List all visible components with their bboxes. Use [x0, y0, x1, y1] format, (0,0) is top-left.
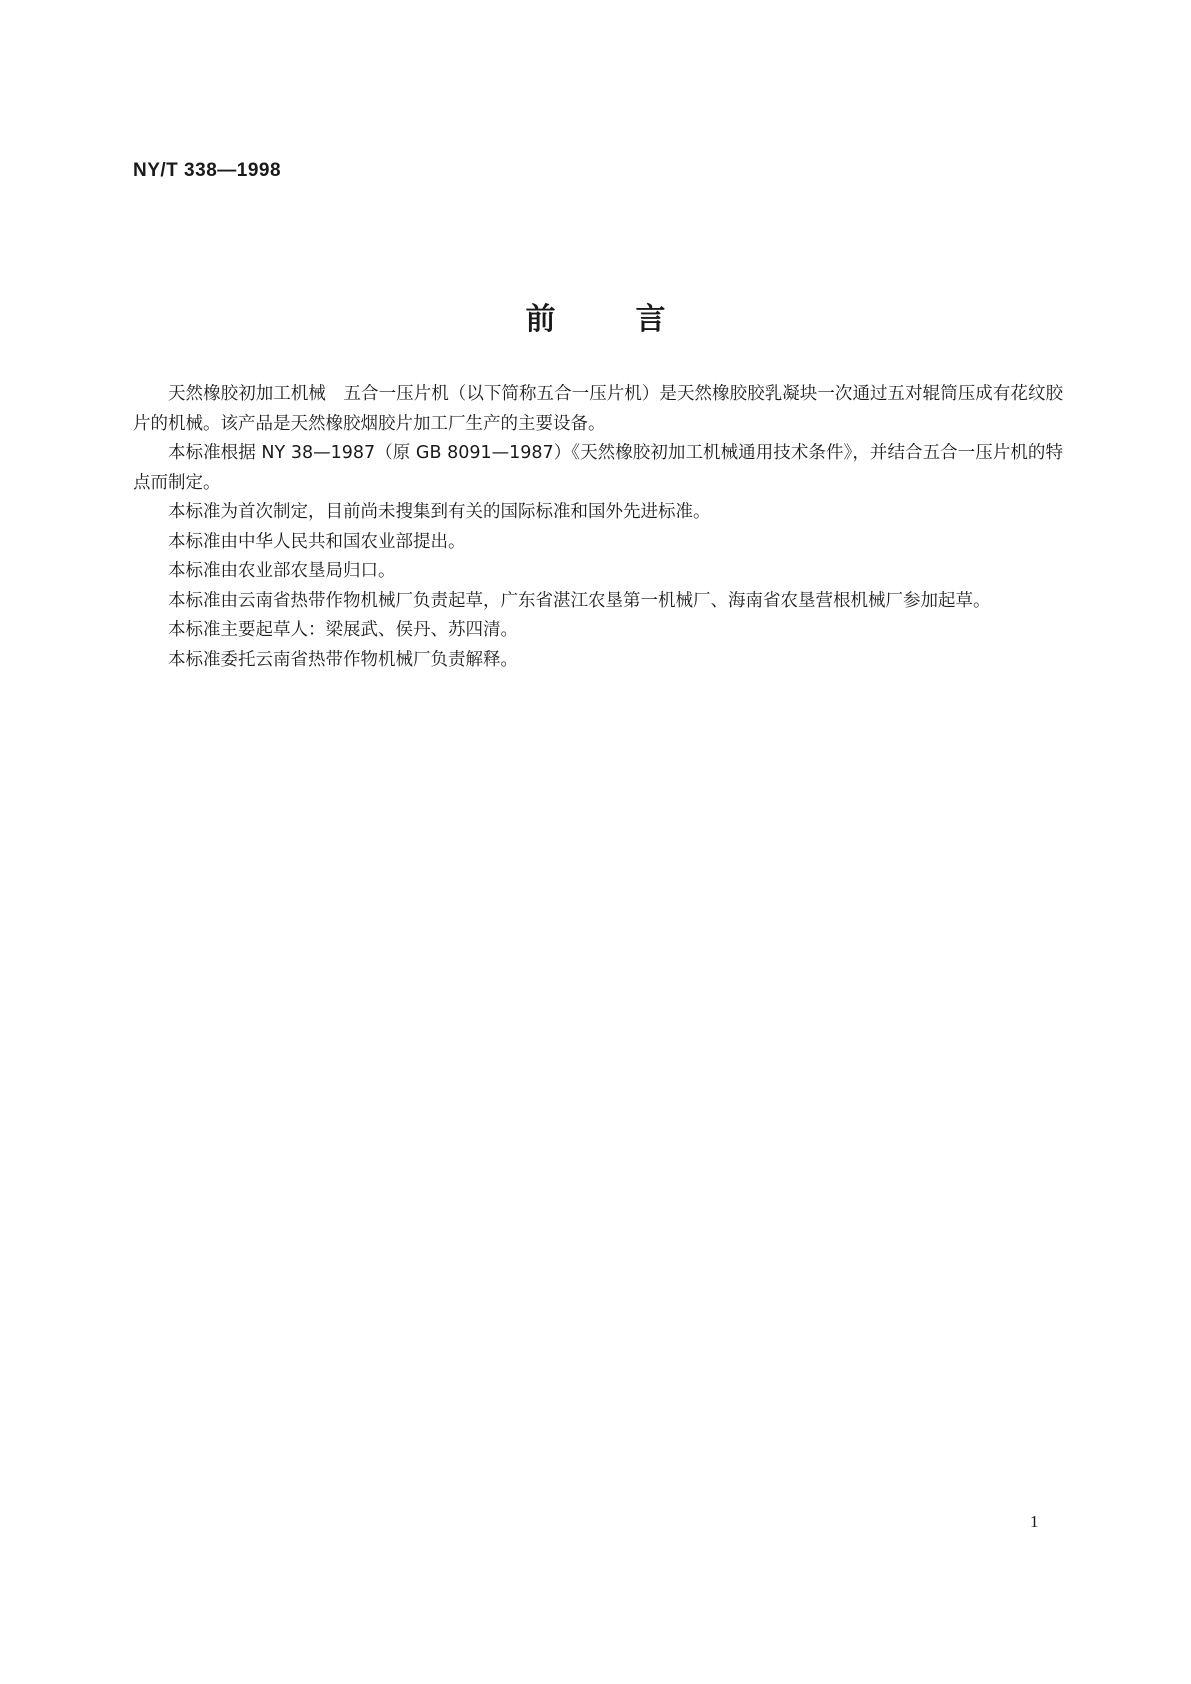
- foreword-body: [133, 380, 1063, 675]
- page-title: 前言: [525, 302, 746, 337]
- standard-code: NY/T 338—1998: [133, 160, 282, 181]
- paragraph: 本标准委托云南省热带作物机械厂负责解释。: [168, 649, 518, 670]
- paragraph: 本标准由农业部农垦局归口。: [168, 561, 396, 581]
- page-number: 1: [1030, 1512, 1039, 1531]
- paragraph: 本标准为首次制定，目前尚未搜集到有关的国际标准和国外先进标准。: [168, 502, 711, 522]
- paragraph: 本标准由中华人民共和国农业部提出。: [168, 531, 466, 552]
- paragraph: 天然橡胶初加工机械 五合一压片机（以下简称五合一压片机）是天然橡胶胶乳凝块一次通过五对辊筒压成有花纹胶片的机械。该产品是天然橡胶烟胶片加工厂生产的主要设备。: [133, 384, 1063, 434]
- paragraph: 本标准根据 NY 38—1987（原 GB 8091—1987）《天然橡胶初加工机械通用技术条件》，并结合五合一压片机的特点而制定。: [133, 443, 1063, 493]
- paragraph: 本标准主要起草人：梁展武、侯丹、苏四清。: [168, 620, 518, 640]
- paragraph: 本标准由云南省热带作物机械厂负责起草，广东省湛江农垦第一机械厂、海南省农垦营根机械厂参加起草。: [168, 590, 991, 611]
